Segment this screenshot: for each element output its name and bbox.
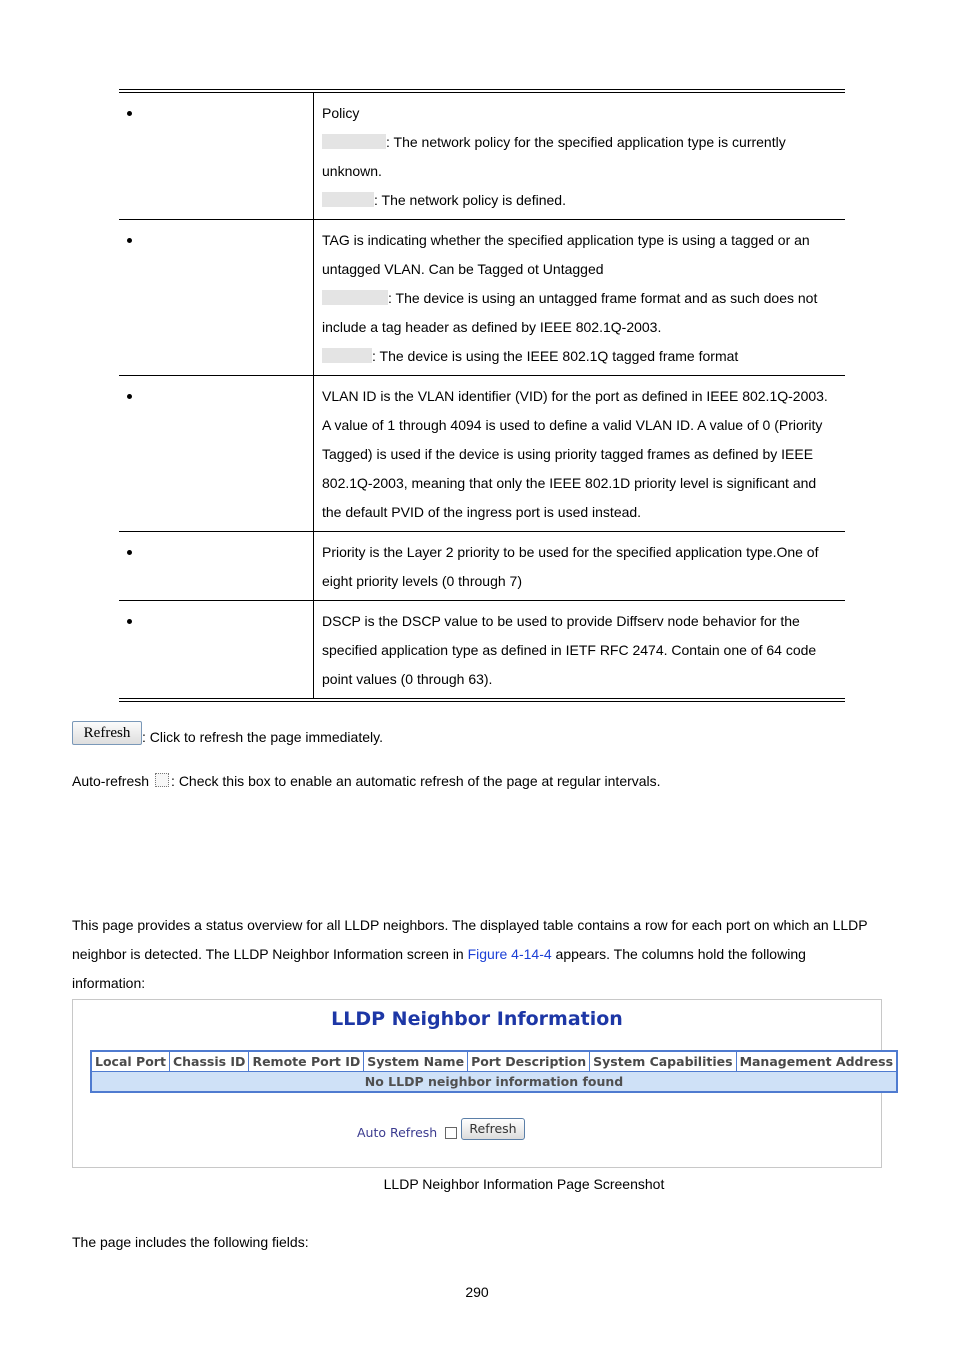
figure-link[interactable]: Figure 4-14-4 (467, 946, 552, 962)
autorefresh-description (72, 773, 661, 789)
description-paragraph (322, 382, 839, 527)
description-cell (314, 376, 846, 532)
autorefresh-label: Auto-refresh (72, 773, 150, 789)
bullet-icon (127, 619, 132, 624)
description-text: VLAN ID is the VLAN identifier (VID) for the port as defined in IEEE 802.1Q-2003. A value of 1 through 4094 is used to define a valid VLAN ID. A value of 0 (Priority Tagged) is used if the device is using priority tagged frames as defined by IEEE 802.1Q-2003, meaning that only the IEEE 802.1D priority level is significant and the default PVID of the ingress port is used instead. (322, 388, 828, 520)
description-paragraph (322, 186, 839, 215)
column-header: Chassis ID (169, 1051, 249, 1072)
lldp-empty-row (91, 1072, 897, 1093)
table-row (119, 376, 845, 532)
description-text: : The network policy is defined. (374, 192, 566, 208)
lldp-neighbor-table (90, 1050, 898, 1093)
refresh-description-text: : Click to refresh the page immediately. (142, 729, 383, 745)
description-paragraph (322, 607, 839, 694)
bullet-icon (127, 238, 132, 243)
description-text: Policy (322, 105, 360, 121)
intro-text-1: This page provides a status overview for all LLDP neighbors. The displayed table contains a row for each port on which an LLDP neighbor is detected. The LLDP Neighbor Information screen in (72, 917, 868, 962)
fields-intro: The page includes the following fields: (72, 1234, 309, 1250)
lldp-neighbor-screenshot (72, 999, 894, 1168)
column-header: Local Port (91, 1051, 169, 1072)
table-bottom-rule (119, 698, 845, 702)
empty-message: No LLDP neighbor information found (91, 1072, 897, 1093)
object-cell (119, 601, 314, 699)
screenshot-title: LLDP Neighbor Information (331, 1008, 623, 1030)
table-row (119, 532, 845, 601)
field-description-table (119, 93, 845, 698)
lldp-header-row (91, 1051, 897, 1072)
description-text: : The network policy for the specified application type is currently unknown. (322, 134, 786, 179)
description-cell (314, 532, 846, 601)
description-text: TAG is indicating whether the specified application type is using a tagged or an untagged VLAN. Can be Tagged ot Untagged (322, 232, 810, 277)
page-number: 290 (465, 1284, 489, 1300)
redacted-value (322, 134, 386, 149)
description-text: DSCP is the DSCP value to be used to provide Diffserv node behavior for the specified application type as defined in IETF RFC 2474. Contain one of 64 code point values (0 through 63). (322, 613, 817, 687)
column-header: Management Address (736, 1051, 897, 1072)
description-cell (314, 601, 846, 699)
description-text: : The device is using an untagged frame format and as such does not include a tag header as defined by IEEE 802.1Q-2003. (322, 290, 818, 335)
refresh-button-image: Refresh (72, 721, 142, 745)
bullet-icon (127, 111, 132, 116)
object-cell (119, 220, 314, 376)
description-paragraph (322, 538, 839, 596)
description-paragraph (322, 342, 839, 371)
redacted-value (322, 348, 372, 363)
description-cell (314, 220, 846, 376)
intro-paragraph (72, 911, 882, 998)
auto-refresh-label: Auto Refresh (357, 1125, 438, 1140)
description-text: : The device is using the IEEE 802.1Q tagged frame format (372, 348, 739, 364)
bullet-icon (127, 394, 132, 399)
refresh-description (72, 721, 383, 745)
table-row (119, 220, 845, 376)
redacted-value (322, 290, 388, 305)
table-row (119, 93, 845, 220)
object-cell (119, 532, 314, 601)
auto-refresh-checkbox[interactable] (445, 1127, 457, 1139)
description-cell (314, 93, 846, 220)
auto-refresh-control (357, 1125, 457, 1140)
table-row (119, 601, 845, 699)
checkbox-icon (155, 773, 169, 787)
description-paragraph (322, 284, 839, 342)
description-paragraph (322, 128, 839, 186)
autorefresh-description-text: : Check this box to enable an automatic refresh of the page at regular intervals. (171, 773, 661, 789)
figure-caption: LLDP Neighbor Information Page Screenshot (383, 1176, 665, 1192)
object-cell (119, 376, 314, 532)
intro-text-2: appears. The columns hold the following information: (72, 946, 806, 991)
column-header: Port Description (468, 1051, 590, 1072)
object-cell (119, 93, 314, 220)
column-header: System Capabilities (590, 1051, 736, 1072)
description-paragraph (322, 226, 839, 284)
redacted-value (322, 192, 374, 207)
bullet-icon (127, 550, 132, 555)
description-text: Priority is the Layer 2 priority to be used for the specified application type.One of eight priority levels (0 through 7) (322, 544, 819, 589)
column-header: Remote Port ID (249, 1051, 364, 1072)
refresh-button[interactable]: Refresh (461, 1118, 525, 1140)
description-paragraph (322, 99, 839, 128)
column-header: System Name (364, 1051, 468, 1072)
